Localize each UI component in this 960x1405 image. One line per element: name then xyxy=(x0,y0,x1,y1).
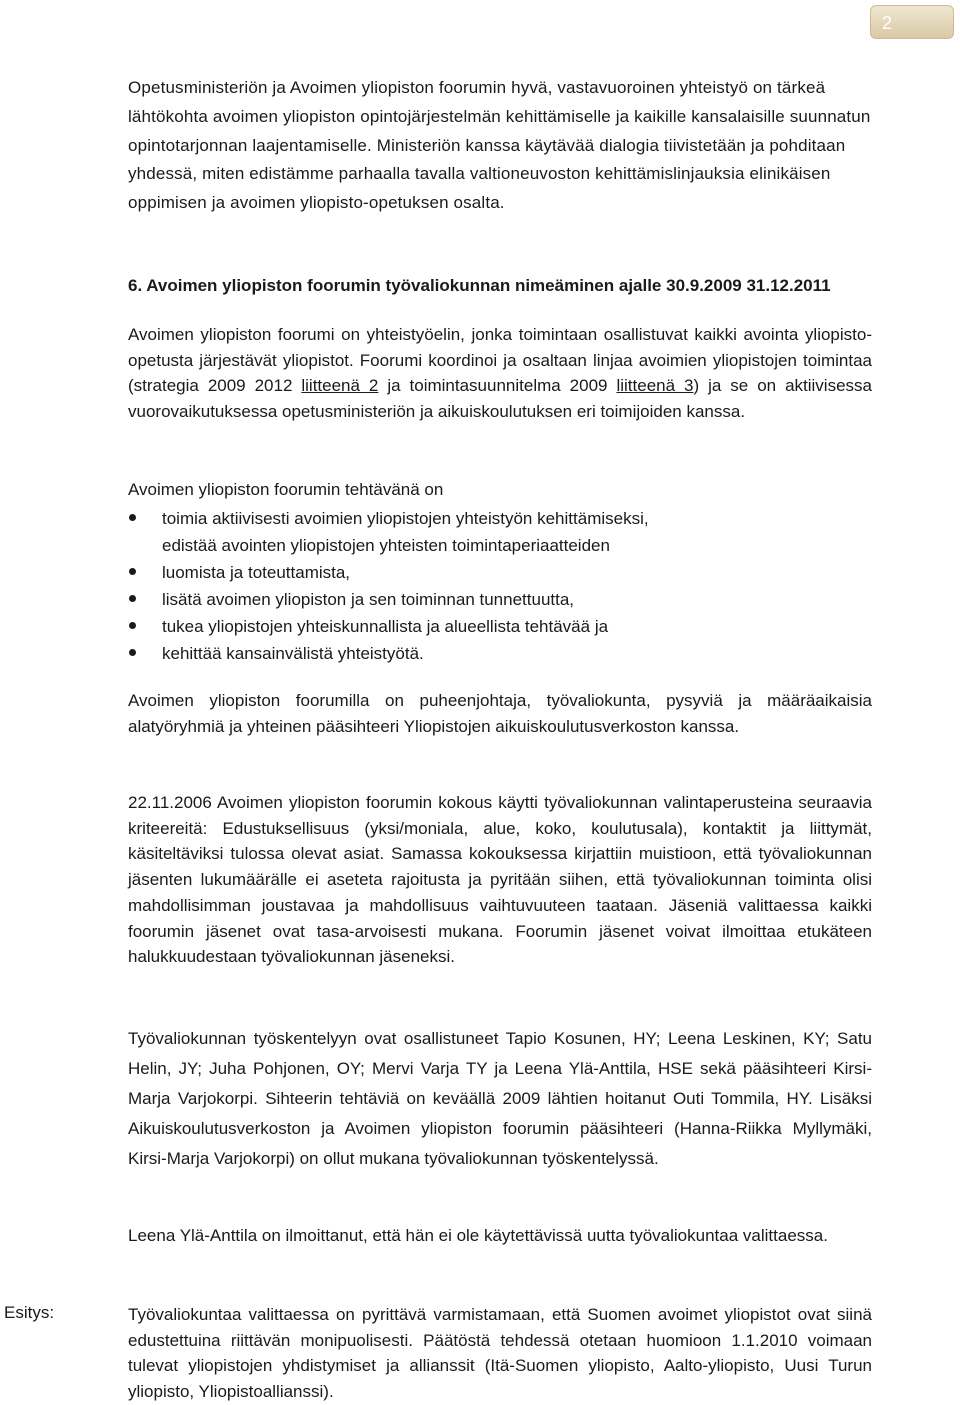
paragraph-proposal: Työvaliokuntaa valittaessa on pyrittävä varmistamaan, että Suomen avoimet yliopistot ovat siinä edustettuina riittävän monipuolisesti. Päätöstä tehdessä otetaan huomioon 1.1.2010 voimaan tulevat yliopistojen yhdistymiset ja allianssit (Itä-Suomen yliopisto, Aalto-yliopisto, Uusi Turun yliopisto, Yliopistoallianssi). xyxy=(128,1305,872,1401)
attachment-3-link[interactable]: liitteenä 3 xyxy=(616,376,694,396)
forum-description-text-a: Avoimen yliopiston foorumi on yhteistyöelin, jonka toimintaan osallistuvat kaikki avointa yliopisto-opetusta järjestävät yliopistot. Foorumi koordinoi ja osaltaan linjaa avoimien yliopistojen toimintaa (strategia 2009 2012 xyxy=(128,325,872,396)
tasks-intro: Avoimen yliopiston foorumin tehtävänä on xyxy=(128,480,444,499)
section-heading: 6. Avoimen yliopiston foorumin työvaliokunnan nimeäminen ajalle 30.9.2009 31.12.2011 xyxy=(128,276,831,295)
tasks-list xyxy=(128,505,872,667)
task-item: kehittää kansainvälistä yhteistyötä. xyxy=(128,640,872,667)
forum-description-text-c: ) ja se on aktiivisessa vuorovaikutuksessa opetusministeriön ja aikuiskoulutuksen eri toimijoiden kanssa. xyxy=(128,376,872,421)
page-number-badge xyxy=(870,5,954,39)
page-number: 2 xyxy=(882,13,893,33)
proposal-label: Esitys: xyxy=(4,1303,55,1322)
paragraph-forum-description xyxy=(128,322,872,424)
forum-description-text-b: ja toimintasuunnitelma 2009 xyxy=(378,376,617,396)
paragraph-selection-criteria: 22.11.2006 Avoimen yliopiston foorumin kokous käytti työvaliokunnan valintaperusteina seuraavia kriteereitä: Edustuksellisuus (yksi/moniala, alue, koko, koulutusala), kontaktit ja liittymät, käsiteltäviksi tulossa olevat asiat. Samassa kokouksessa kirjattiin muistioon, että työvaliokunnan jäsenten lukumäärälle ei aseteta rajoitusta ja pyritään siihen, että työvaliokunnan toiminta olisi mahdollisimman joustavaa ja mahdollisuus vaihtuvuuteen taataan. Jäseniä valittaessa kaikki foorumin jäsenet ovat tasa-arvoisesti mukana. Foorumin jäsenet voivat ilmoittaa etukäteen halukkuudestaan työvaliokunnan jäseneksi. xyxy=(128,793,872,967)
task-item: lisätä avoimen yliopiston ja sen toiminnan tunnettuutta, xyxy=(128,586,872,613)
task-item: toimia aktiivisesti avoimien yliopistojen yhteistyön kehittämiseksi, edistää avointen yliopistojen yhteisten toimintaperiaatteiden xyxy=(128,505,872,559)
paragraph-resignation: Leena Ylä-Anttila on ilmoittanut, että hän ei ole käytettävissä uutta työvaliokuntaa valittaessa. xyxy=(128,1226,828,1245)
paragraph-intro: Opetusministeriön ja Avoimen yliopiston foorumin hyvä, vastavuoroinen yhteistyö on tärkeä lähtökohta avoimen yliopiston opintojärjestelmän kehittämiselle ja kaikille kansalaisille suunnatun opintotarjonnan laajentamiselle. Ministeriön kanssa käytävää dialogia tiivistetään ja pohditaan yhdessä, miten edistämme parhaalla tavalla valtioneuvoston kehittämislinjauksia elinikäisen oppimisen ja avoimen yliopisto-opetuksen osalta. xyxy=(128,78,871,213)
task-item: tukea yliopistojen yhteiskunnallista ja alueellista tehtävää ja xyxy=(128,613,872,640)
paragraph-organization: Avoimen yliopiston foorumilla on puheenjohtaja, työvaliokunta, pysyviä ja määräaikaisia alatyöryhmiä ja yhteinen pääsihteeri Yliopistojen aikuiskoulutusverkoston kanssa. xyxy=(128,691,872,736)
task-item: luomista ja toteuttamista, xyxy=(128,559,872,586)
attachment-2-link[interactable]: liitteenä 2 xyxy=(301,376,379,396)
paragraph-members: Työvaliokunnan työskentelyyn ovat osallistuneet Tapio Kosunen, HY; Leena Leskinen, KY; Satu Helin, JY; Juha Pohjonen, OY; Mervi Varja TY ja Leena Ylä-Anttila, HSE sekä pääsihteeri Kirsi-Marja Varjokorpi. Sihteerin tehtäviä on keväällä 2009 lähtien hoitanut Outi Tommila, HY. Lisäksi Aikuiskoulutusverkoston ja Avoimen yliopiston foorumin pääsihteeri (Hanna-Riikka Myllymäki, Kirsi-Marja Varjokorpi) on ollut mukana työvaliokunnan työskentelyssä. xyxy=(128,1029,872,1168)
